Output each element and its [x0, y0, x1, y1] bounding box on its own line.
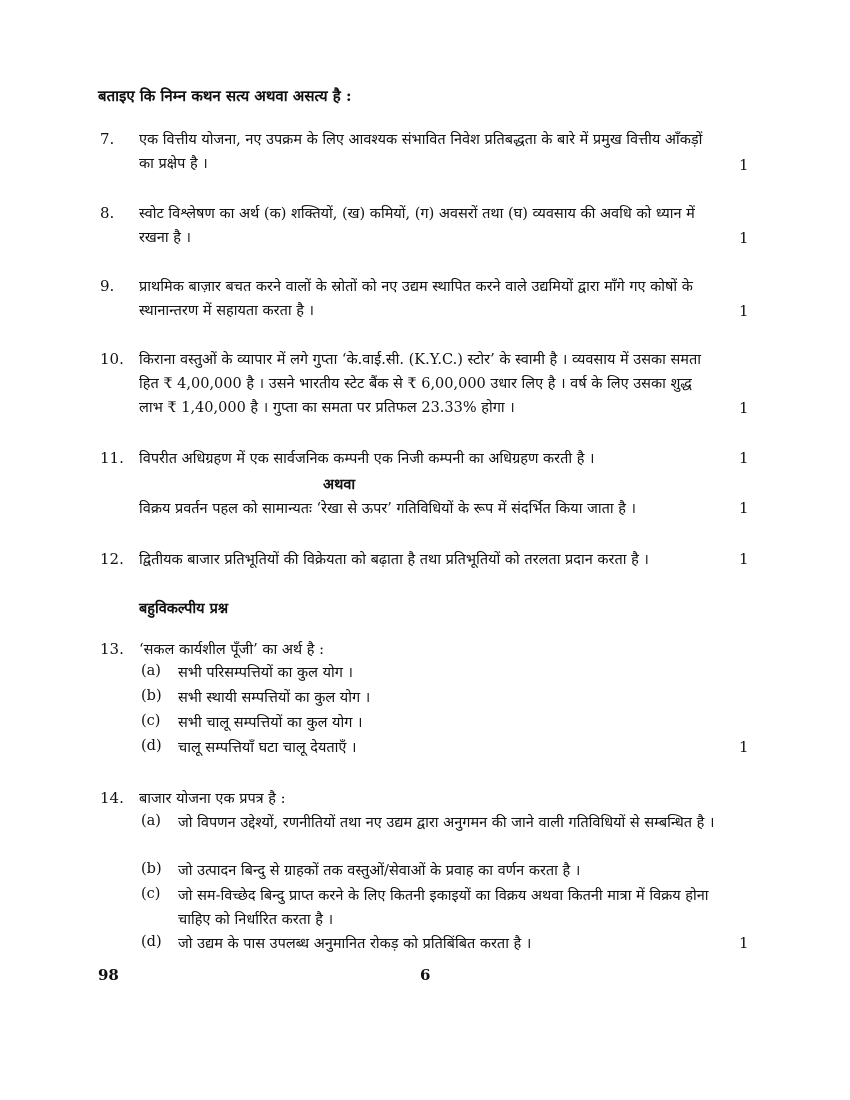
option-label: (a)	[141, 663, 161, 679]
question-text: ‘सकल कार्यशील पूँजी’ का अर्थ है :	[139, 642, 324, 658]
option-text: जो सम-विच्छेद बिन्दु प्राप्त करने के लिए कितनी इकाइयों का विक्रय अथवा कितनी मात्रा में विक्रय होना चाहिए को निर्धारित करता है ।	[178, 888, 709, 928]
question-number: 13.	[100, 640, 124, 658]
question-text: प्राथमिक बाज़ार बचत करने वालों के स्रोतों को नए उद्यम स्थापित करने वाले उद्यमियों द्वारा माँगे गए कोषों के स्थानान्तरण में सहायता करता है ।	[139, 279, 693, 319]
page-number: 6	[420, 966, 431, 984]
question-number: 10.	[100, 350, 124, 368]
option-text: सभी स्थायी सम्पत्तियों का कुल योग ।	[178, 690, 371, 706]
marks: 1	[739, 738, 749, 756]
question-number: 7.	[100, 130, 115, 148]
marks: 1	[739, 934, 749, 952]
option-text: सभी परिसम्पत्तियों का कुल योग ।	[178, 665, 354, 681]
question-text: द्वितीयक बाजार प्रतिभूतियों की विक्रेयता को बढ़ाता है तथा प्रतिभूतियों को तरलता प्रदान करता है ।	[139, 552, 649, 568]
section-heading: बताइए कि निम्न कथन सत्य अथवा असत्य है :	[98, 87, 352, 105]
question-text: स्वोट विश्लेषण का अर्थ (क) शक्तियों, (ख) कमियों, (ग) अवसरों तथा (घ) व्यवसाय की अवधि को ध्यान में रखना है ।	[139, 206, 695, 246]
marks: 1	[739, 156, 749, 174]
option-text: जो उत्पादन बिन्दु से ग्राहकों तक वस्तुओं/सेवाओं के प्रवाह का वर्णन करता है ।	[178, 863, 581, 879]
option-label: (c)	[141, 886, 161, 902]
marks: 1	[739, 302, 749, 320]
option-label: (d)	[141, 738, 162, 754]
marks: 1	[739, 229, 749, 247]
question-text: एक वित्तीय योजना, नए उपक्रम के लिए आवश्यक संभावित निवेश प्रतिबद्धता के बारे में प्रमुख वित्तीय आँकड़ों का प्रक्षेप है ।	[139, 132, 703, 172]
option-text: जो विपणन उद्देश्यों, रणनीतियों तथा नए उद्यम द्वारा अनुगमन की जाने वाली गतिविधियों से सम्बन्धित है ।	[178, 815, 715, 831]
question-number: 9.	[100, 277, 115, 295]
question-number: 12.	[100, 550, 124, 568]
question-number: 11.	[100, 449, 124, 467]
marks: 1	[739, 550, 749, 568]
alternate-question-text: विक्रय प्रवर्तन पहल को सामान्यतः ‘रेखा से ऊपर’ गतिविधियों के रूप में संदर्भित किया जाता है ।	[139, 501, 637, 517]
question-text: किराना वस्तुओं के व्यापार में लगे गुप्ता ‘के.वाई.सी. (K.Y.C.) स्टोर’ के स्वामी है । व्यवसाय में उसका समता हित ₹ 4,00,000 है । उसने भारतीय स्टेट बैंक से ₹ 6,00,000 उधार लिए है । वर्ष के लिए उसका शुद्ध लाभ ₹ 1,40,000 है । गुप्ता का समता पर प्रतिफल 23.33% होगा ।	[139, 352, 702, 416]
paper-code: 98	[98, 966, 119, 984]
marks: 1	[739, 449, 749, 467]
option-label: (b)	[141, 688, 162, 704]
marks: 1	[739, 399, 749, 417]
option-text: जो उद्यम के पास उपलब्ध अनुमानित रोकड़ को प्रतिबिंबित करता है ।	[178, 936, 532, 952]
mcq-heading: बहुविकल्पीय प्रश्न	[139, 600, 229, 617]
or-divider: अथवा	[323, 476, 356, 493]
option-label: (c)	[141, 713, 161, 729]
option-label: (a)	[141, 813, 161, 829]
question-number: 8.	[100, 204, 115, 222]
question-number: 14.	[100, 789, 124, 807]
option-text: चालू सम्पत्तियाँ घटा चालू देयताएँ ।	[178, 740, 357, 756]
option-label: (b)	[141, 861, 162, 877]
option-text: सभी चालू सम्पत्तियों का कुल योग ।	[178, 715, 363, 731]
question-text: विपरीत अधिग्रहण में एक सार्वजनिक कम्पनी एक निजी कम्पनी का अधिग्रहण करती है ।	[139, 451, 595, 467]
option-label: (d)	[141, 934, 162, 950]
alternate-marks: 1	[739, 499, 749, 517]
question-text: बाजार योजना एक प्रपत्र है :	[139, 791, 286, 807]
